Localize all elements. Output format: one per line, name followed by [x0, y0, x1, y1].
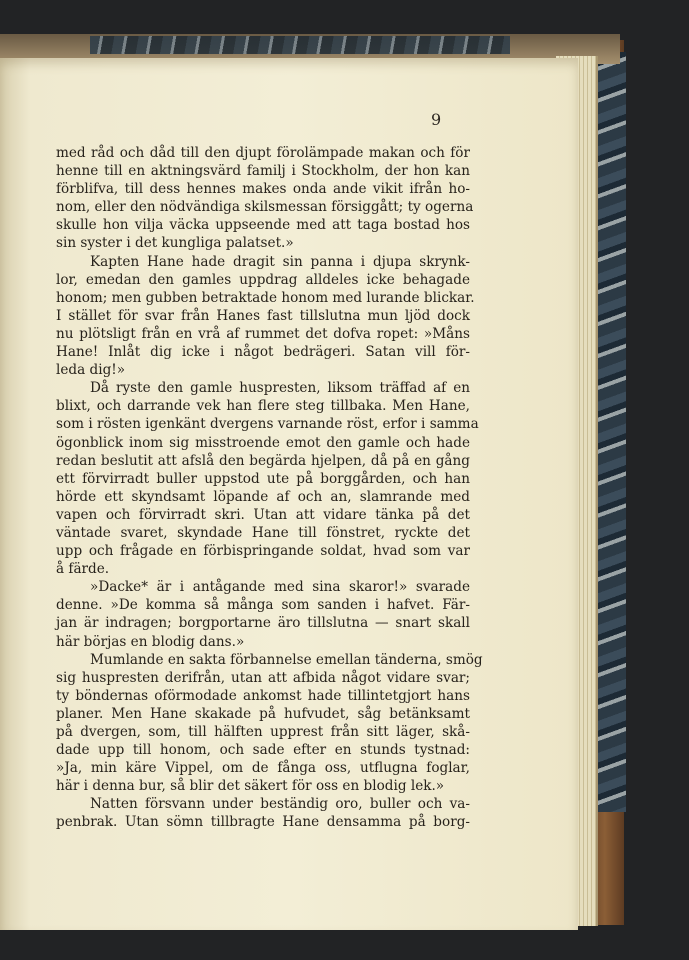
- text-line: här i denna bur, så blir det säkert för oss en blodig lek.»: [56, 778, 445, 795]
- text-line: Natten försvann under beständig oro, buller och va-: [90, 796, 470, 813]
- text-line: henne till en aktningsvärd familj i Stockholm, der hon kan: [56, 163, 470, 180]
- text-line: Kapten Hane hade dragit sin panna i djupa skrynk-: [90, 253, 470, 270]
- text-line: »Ja, min käre Vippel, om de fånga oss, utflugna foglar,: [56, 760, 470, 777]
- text-line: Då ryste den gamle huspresten, liksom träffad af en: [90, 380, 470, 397]
- text-line: Hane! Inlåt dig icke i något bedrägeri. Satan vill för-: [56, 344, 470, 361]
- body-text: [56, 144, 483, 832]
- text-line: penbrak. Utan sömn tillbragte Hane densamma på borg-: [56, 814, 470, 831]
- text-line: hörde ett skyndsamt löpande af och an, slamrande med: [56, 488, 470, 505]
- text-line: jan är indragen; borgportarne äro tillslutna — snart skall: [56, 615, 470, 632]
- text-line: ögonblick inom sig misstroende emot den gamle och hade: [56, 434, 470, 451]
- text-line: denne. »De komma så många som sanden i hafvet. Fär-: [56, 597, 470, 614]
- text-line: här börjas en blodig dans.»: [56, 633, 245, 650]
- text-line: vapen och förvirradt skri. Utan att vidare tänka på det: [56, 506, 470, 523]
- text-line: dade upp till honom, och sade efter en stunds tystnad:: [56, 742, 470, 759]
- text-line: sin syster i det kungliga palatset.»: [56, 235, 294, 252]
- text-line: redan beslutit att afslå den begärda hjelpen, då på en gång: [56, 452, 470, 469]
- text-line: förblifva, till dess hennes makes onda ande vikit ifrån ho-: [56, 181, 470, 198]
- text-line: nom, eller den nödvändiga skilsmessan försiggått; ty ogerna: [56, 199, 474, 216]
- text-line: på dvergen, som, till hälften upprest från sitt läger, skå-: [56, 724, 470, 740]
- text-line: ett förvirradt buller uppstod ute på borggården, och han: [56, 470, 470, 487]
- text-line: upp och frågade en förbispringande soldat, hvad som var: [56, 543, 470, 560]
- text-line: Mumlande en sakta förbannelse emellan tänderna, smög: [90, 651, 483, 668]
- text-line: som i rösten igenkänt dvergens varnande röst, erfor i samma: [56, 416, 479, 433]
- text-line: »Dacke* är i antågande med sina skaror!» svarade: [90, 579, 470, 596]
- marbled-strip: [90, 36, 510, 54]
- text-line: skulle hon vilja väcka uppseende med att taga bostad hos: [56, 217, 470, 234]
- text-line: å färde.: [56, 561, 110, 578]
- text-line: honom; men gubben betraktade honom med lurande blickar.: [56, 289, 475, 306]
- text-line: leda dig!»: [56, 362, 126, 379]
- text-line: planer. Men Hane skakade på hufvudet, såg betänksamt: [56, 705, 470, 722]
- text-line: I stället för svar från Hanes fast tillslutna mun ljöd dock: [56, 307, 470, 324]
- text-line: lor, emedan den gamles uppdrag alldeles icke behagade: [56, 271, 470, 288]
- text-line: med råd och dåd till den djupt förolämpade makan och för: [56, 145, 470, 161]
- text-line: väntade svaret, skyndade Hane till fönstret, ryckte det: [56, 524, 470, 541]
- text-line: ty böndernas oförmodade ankomst hade tillintetgjort hans: [56, 687, 470, 704]
- text-line: sig huspresten derifrån, utan att afbida något vidare svar;: [56, 669, 470, 686]
- text-line: blixt, och darrande vek han flere steg tillbaka. Men Hane,: [56, 398, 470, 415]
- text-line: nu plötsligt från en vrå af rummet det dofva ropet: »Måns: [56, 325, 470, 342]
- page-number: 9: [431, 110, 442, 129]
